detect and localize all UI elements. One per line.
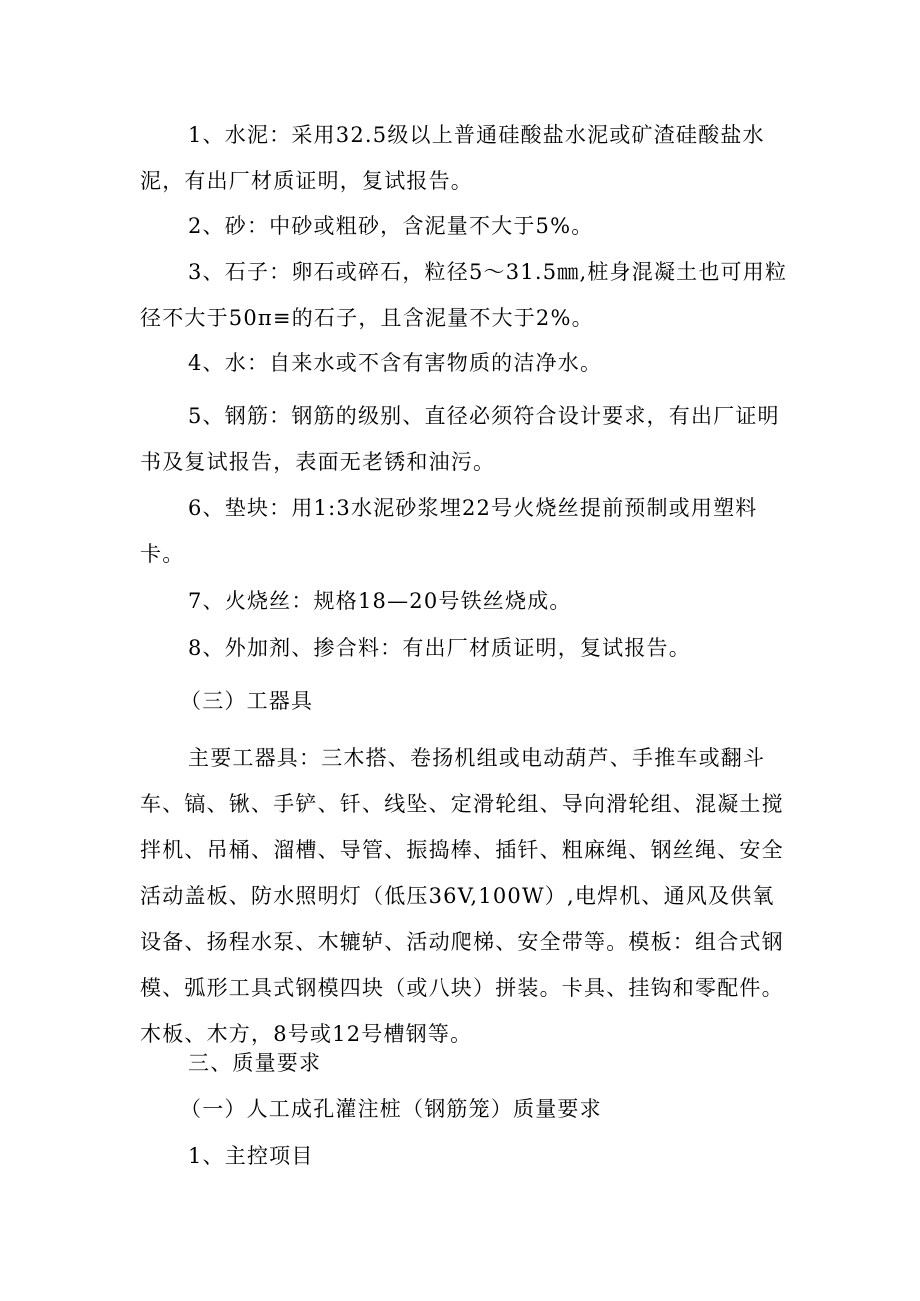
paragraph-sand: 2、砂：中砂或粗砂，含泥量不大于5%。 xyxy=(188,214,594,238)
paragraph-binding-wire: 7、火烧丝：规格18—20号铁丝烧成。 xyxy=(188,589,572,613)
paragraph-main-tools: 主要工器具：三木搭、卷扬机组或电动葫芦、手推车或翻斗车、镐、锹、手铲、钎、线坠、定滑轮组、导向滑轮组、混凝土搅拌机、吊桶、溜槽、导管、振捣棒、插钎、粗麻绳、钢丝绳、安全活动盖板、防水照明灯（低压36V,100W）,电焊机、通风及供氧设备、扬程水泵、木辘轳、活动爬梯、安全带等。模板：组合式钢模、弧形工具式钢模四块（或八块）拼装。卡具、挂钩和零配件。木板、木方，8号或12号槽钢等。 xyxy=(140,746,784,1046)
paragraph-cement: 1、水泥：采用32.5级以上普通硅酸盐水泥或矿渣硅酸盐水泥，有出厂材质证明，复试报告。 xyxy=(140,123,765,193)
section-heading-quality: 三、质量要求 xyxy=(188,1051,322,1075)
section-heading-tools: （三）工器具 xyxy=(180,689,314,713)
paragraph-rebar: 5、钢筋：钢筋的级别、直径必须符合设计要求，有出厂证明书及复试报告，表面无老锈和油污。 xyxy=(140,404,780,474)
paragraph-water: 4、水：自来水或不含有害物质的洁净水。 xyxy=(188,351,603,375)
subsection-heading-pile-quality: （一）人工成孔灌注桩（钢筋笼）质量要求 xyxy=(180,1097,602,1121)
paragraph-admixture: 8、外加剂、掺合料：有出厂材质证明，复试报告。 xyxy=(188,636,691,660)
item-heading-main-control: 1、主控项目 xyxy=(188,1144,314,1168)
paragraph-spacer-block: 6、垫块：用1:3水泥砂浆埋22号火烧丝提前预制或用塑料卡。 xyxy=(140,496,758,566)
paragraph-stone: 3、石子：卵石或碎石，粒径5～31.5㎜,桩身混凝土也可用粒径不大于50π≡的石子，且含泥量不大于2%。 xyxy=(140,260,788,330)
